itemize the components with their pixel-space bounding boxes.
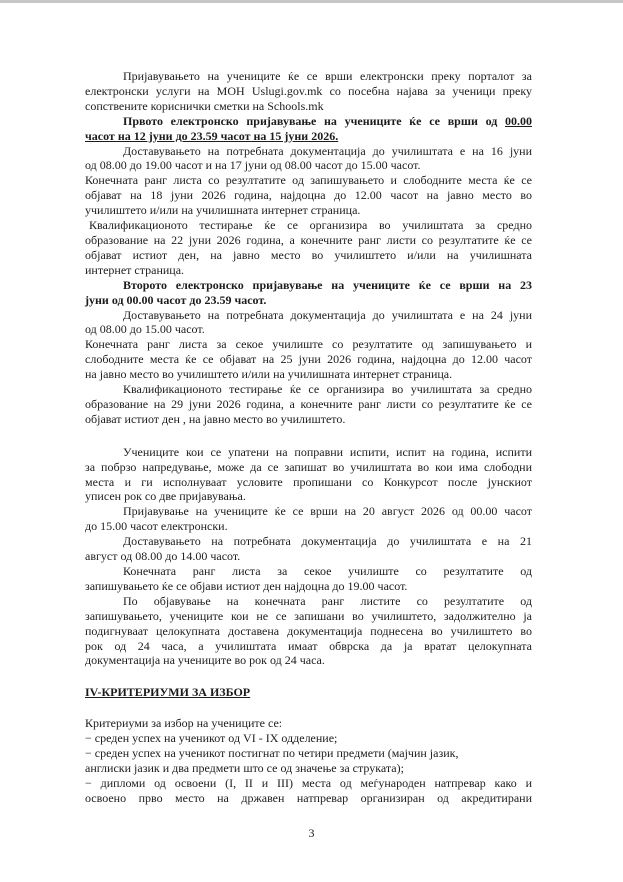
scan-edge-artifact	[0, 0, 623, 3]
text-run: уписен рок со две пријавувања.	[85, 489, 246, 504]
paragraph	[85, 564, 532, 594]
text-run: рок од 24 часа, а училиштата имаат обврска да ја вратат целокупната	[85, 638, 532, 653]
text-line	[85, 791, 532, 806]
text-line	[85, 534, 532, 549]
text-run: Критериуми за избор на учениците се:	[85, 716, 283, 731]
text-run: запишувањето, учениците кои не се запишани во училиштето, задолжително ја	[85, 608, 532, 623]
text-line	[85, 367, 532, 382]
text-run: од 08.00 до 19.00 часот и на 17 јуни од 08.00 часот до 15.00 часот.	[85, 158, 421, 173]
text-run: Конечната ранг листа за секое училиште со резултатите од запишувањето и	[85, 337, 532, 352]
text-run: Конечната ранг листа со резултатите од запишувањето и слободните места ќе се	[85, 173, 532, 188]
text-run: Второто електронско пријавување на учениците ќе се врши на 23	[123, 277, 532, 292]
text-line	[85, 489, 532, 504]
paragraph	[85, 594, 532, 669]
text-run: Пријавувањето на учениците ќе се врши електронски преку порталот за	[123, 69, 532, 83]
text-line	[85, 144, 532, 159]
text-run: Првото електронско пријавување на учениците ќе се врши од	[123, 113, 505, 128]
text-line	[85, 129, 532, 144]
paragraph	[85, 114, 532, 144]
text-line	[85, 322, 532, 337]
paragraph	[85, 308, 532, 338]
text-run: подигнуваат целокупната доставена документација поднесена во училиштето во	[85, 623, 532, 638]
text-line	[85, 263, 532, 278]
list-item	[85, 776, 532, 806]
paragraph	[85, 445, 532, 505]
text-run: август од 08.00 до 14.00 часот.	[85, 549, 241, 564]
text-run: објават истиот ден, на јавно место во училиштето и/или на училишната	[85, 247, 532, 262]
text-run: електронски услуги на МОН Uslugi.gov.mk со посебна најава за ученици преку	[85, 83, 532, 98]
text-run: места и ги исполнуваат условите пропишани со Конкурсот после јунскиот	[85, 474, 532, 489]
text-line	[85, 624, 532, 639]
paragraph	[85, 337, 532, 382]
text-run: документација на учениците во рок од 24 часа.	[85, 653, 325, 668]
text-run: По објавување на конечната ранг листите со резултатите од	[123, 593, 532, 608]
text-line	[85, 639, 532, 654]
document-body	[85, 69, 532, 806]
text-run: Квалификационото тестирање ќе се организира во училиштата за средно	[89, 218, 532, 233]
text-run: − среден успех на ученикот постигнат по четири предмети (мајчин јазик,	[85, 746, 459, 761]
page-number: 3	[308, 826, 315, 840]
text-line	[85, 564, 532, 579]
text-run: англиски јазик и два предмети што се од значење за струката);	[85, 760, 404, 775]
text-line	[85, 233, 532, 248]
paragraph	[85, 144, 532, 174]
list-item	[85, 746, 532, 776]
text-line	[85, 188, 532, 203]
text-line	[85, 716, 532, 731]
text-run: објават на 18 јуни 2026 година, најдоцна до 12.00 часот на јавно место во	[85, 188, 532, 203]
text-line	[85, 776, 532, 791]
text-run: образование на 22 јуни 2026 година, а конечните ранг листи со резултатите ќе се	[85, 232, 532, 247]
text-run: Пријавување на учениците ќе се врши на 20 август 2026 од 00.00 часот	[123, 504, 532, 519]
text-line	[85, 203, 532, 218]
paragraph	[85, 173, 532, 218]
text-line	[85, 114, 532, 129]
text-line	[85, 460, 532, 475]
paragraph	[85, 504, 532, 534]
text-line	[85, 445, 532, 460]
text-run: сопствените кориснички сметки на Schools.mk	[85, 98, 324, 113]
text-run: освоено прво место на државен натпревар организиран од акредитирани	[85, 790, 532, 805]
text-line	[85, 69, 532, 84]
list-item	[85, 731, 532, 746]
text-line	[85, 382, 532, 397]
text-line	[85, 278, 532, 293]
text-line	[85, 594, 532, 609]
text-line	[85, 352, 532, 367]
text-line	[85, 653, 532, 668]
paragraph	[85, 382, 532, 427]
text-run: интернет страница.	[85, 262, 185, 277]
text-line	[85, 549, 532, 564]
text-line	[85, 731, 532, 746]
text-run: Учениците кои се упатени на поправни испити, испит на година, испити	[123, 444, 532, 459]
paragraph	[85, 278, 532, 308]
text-run: Доставувањето на потребната документација до училиштата е на 24 јуни	[123, 307, 532, 322]
text-run: објават истиот ден , на јавно место во училиштето.	[85, 411, 346, 426]
text-run: јуни од 00.00 часот до 23.59 часот.	[85, 292, 267, 307]
text-line	[85, 293, 532, 308]
section-heading	[85, 685, 532, 700]
text-line	[85, 308, 532, 323]
text-line	[85, 337, 532, 352]
text-run: Конечната ранг листа за секое училиште со резултатите од	[123, 564, 532, 578]
text-line	[85, 746, 532, 761]
text-line	[85, 84, 532, 99]
text-line	[85, 579, 532, 594]
text-line	[85, 412, 532, 427]
text-run: Квалификационото тестирање ќе се организира во училиштата за средно	[123, 382, 532, 397]
text-line	[85, 218, 532, 233]
text-run: на јавно место во училиштето и/или на училишната интернет страница.	[85, 367, 453, 382]
text-run: слободните места ќе се објават на 25 јуни 2026 година, најдоцна до 12.00 часот	[85, 352, 532, 367]
text-line	[85, 173, 532, 188]
paragraph	[85, 716, 532, 731]
text-line	[85, 99, 532, 114]
text-run: училиштето и/или на училишната интернет страница.	[85, 203, 361, 218]
text-run: IV-КРИТЕРИУМИ ЗА ИЗБОР	[85, 685, 251, 700]
paragraph	[85, 69, 532, 114]
text-run: часот на 12 јуни до 23.59 часот на 15 јуни 2026.	[85, 128, 339, 143]
text-run: запишувањето ќе се објави истиот ден најдоцна до 19.00 часот.	[85, 578, 408, 593]
text-run: Доставувањето на потребната документација до училиштата е на 21	[123, 534, 532, 549]
paragraph	[85, 534, 532, 564]
paragraph	[85, 218, 532, 278]
text-line	[85, 761, 532, 776]
text-line	[85, 158, 532, 173]
text-run: Доставувањето на потребната документација до училиштата е на 16 јуни	[123, 143, 532, 158]
text-run: до 15.00 часот електронски.	[85, 519, 228, 534]
text-run: за побрзо напредување, може да се запишат во училиштата во кои има слободни	[85, 459, 532, 474]
text-line	[85, 519, 532, 534]
text-run: − среден успех на ученикот од VI - IX одделение;	[85, 731, 338, 746]
text-line	[85, 475, 532, 490]
text-line	[85, 504, 532, 519]
text-run: образование на 29 јуни 2026 година, а конечните ранг листи со резултатите ќе се	[85, 396, 532, 411]
text-run: 00.00	[505, 113, 532, 128]
text-line	[85, 685, 532, 700]
text-run: од 08.00 до 15.00 часот.	[85, 322, 205, 337]
text-line	[85, 609, 532, 624]
text-line	[85, 248, 532, 263]
text-run: − дипломи од освоени (I, II и III) места од меѓународен натпревар како и	[85, 775, 532, 790]
text-line	[85, 397, 532, 412]
